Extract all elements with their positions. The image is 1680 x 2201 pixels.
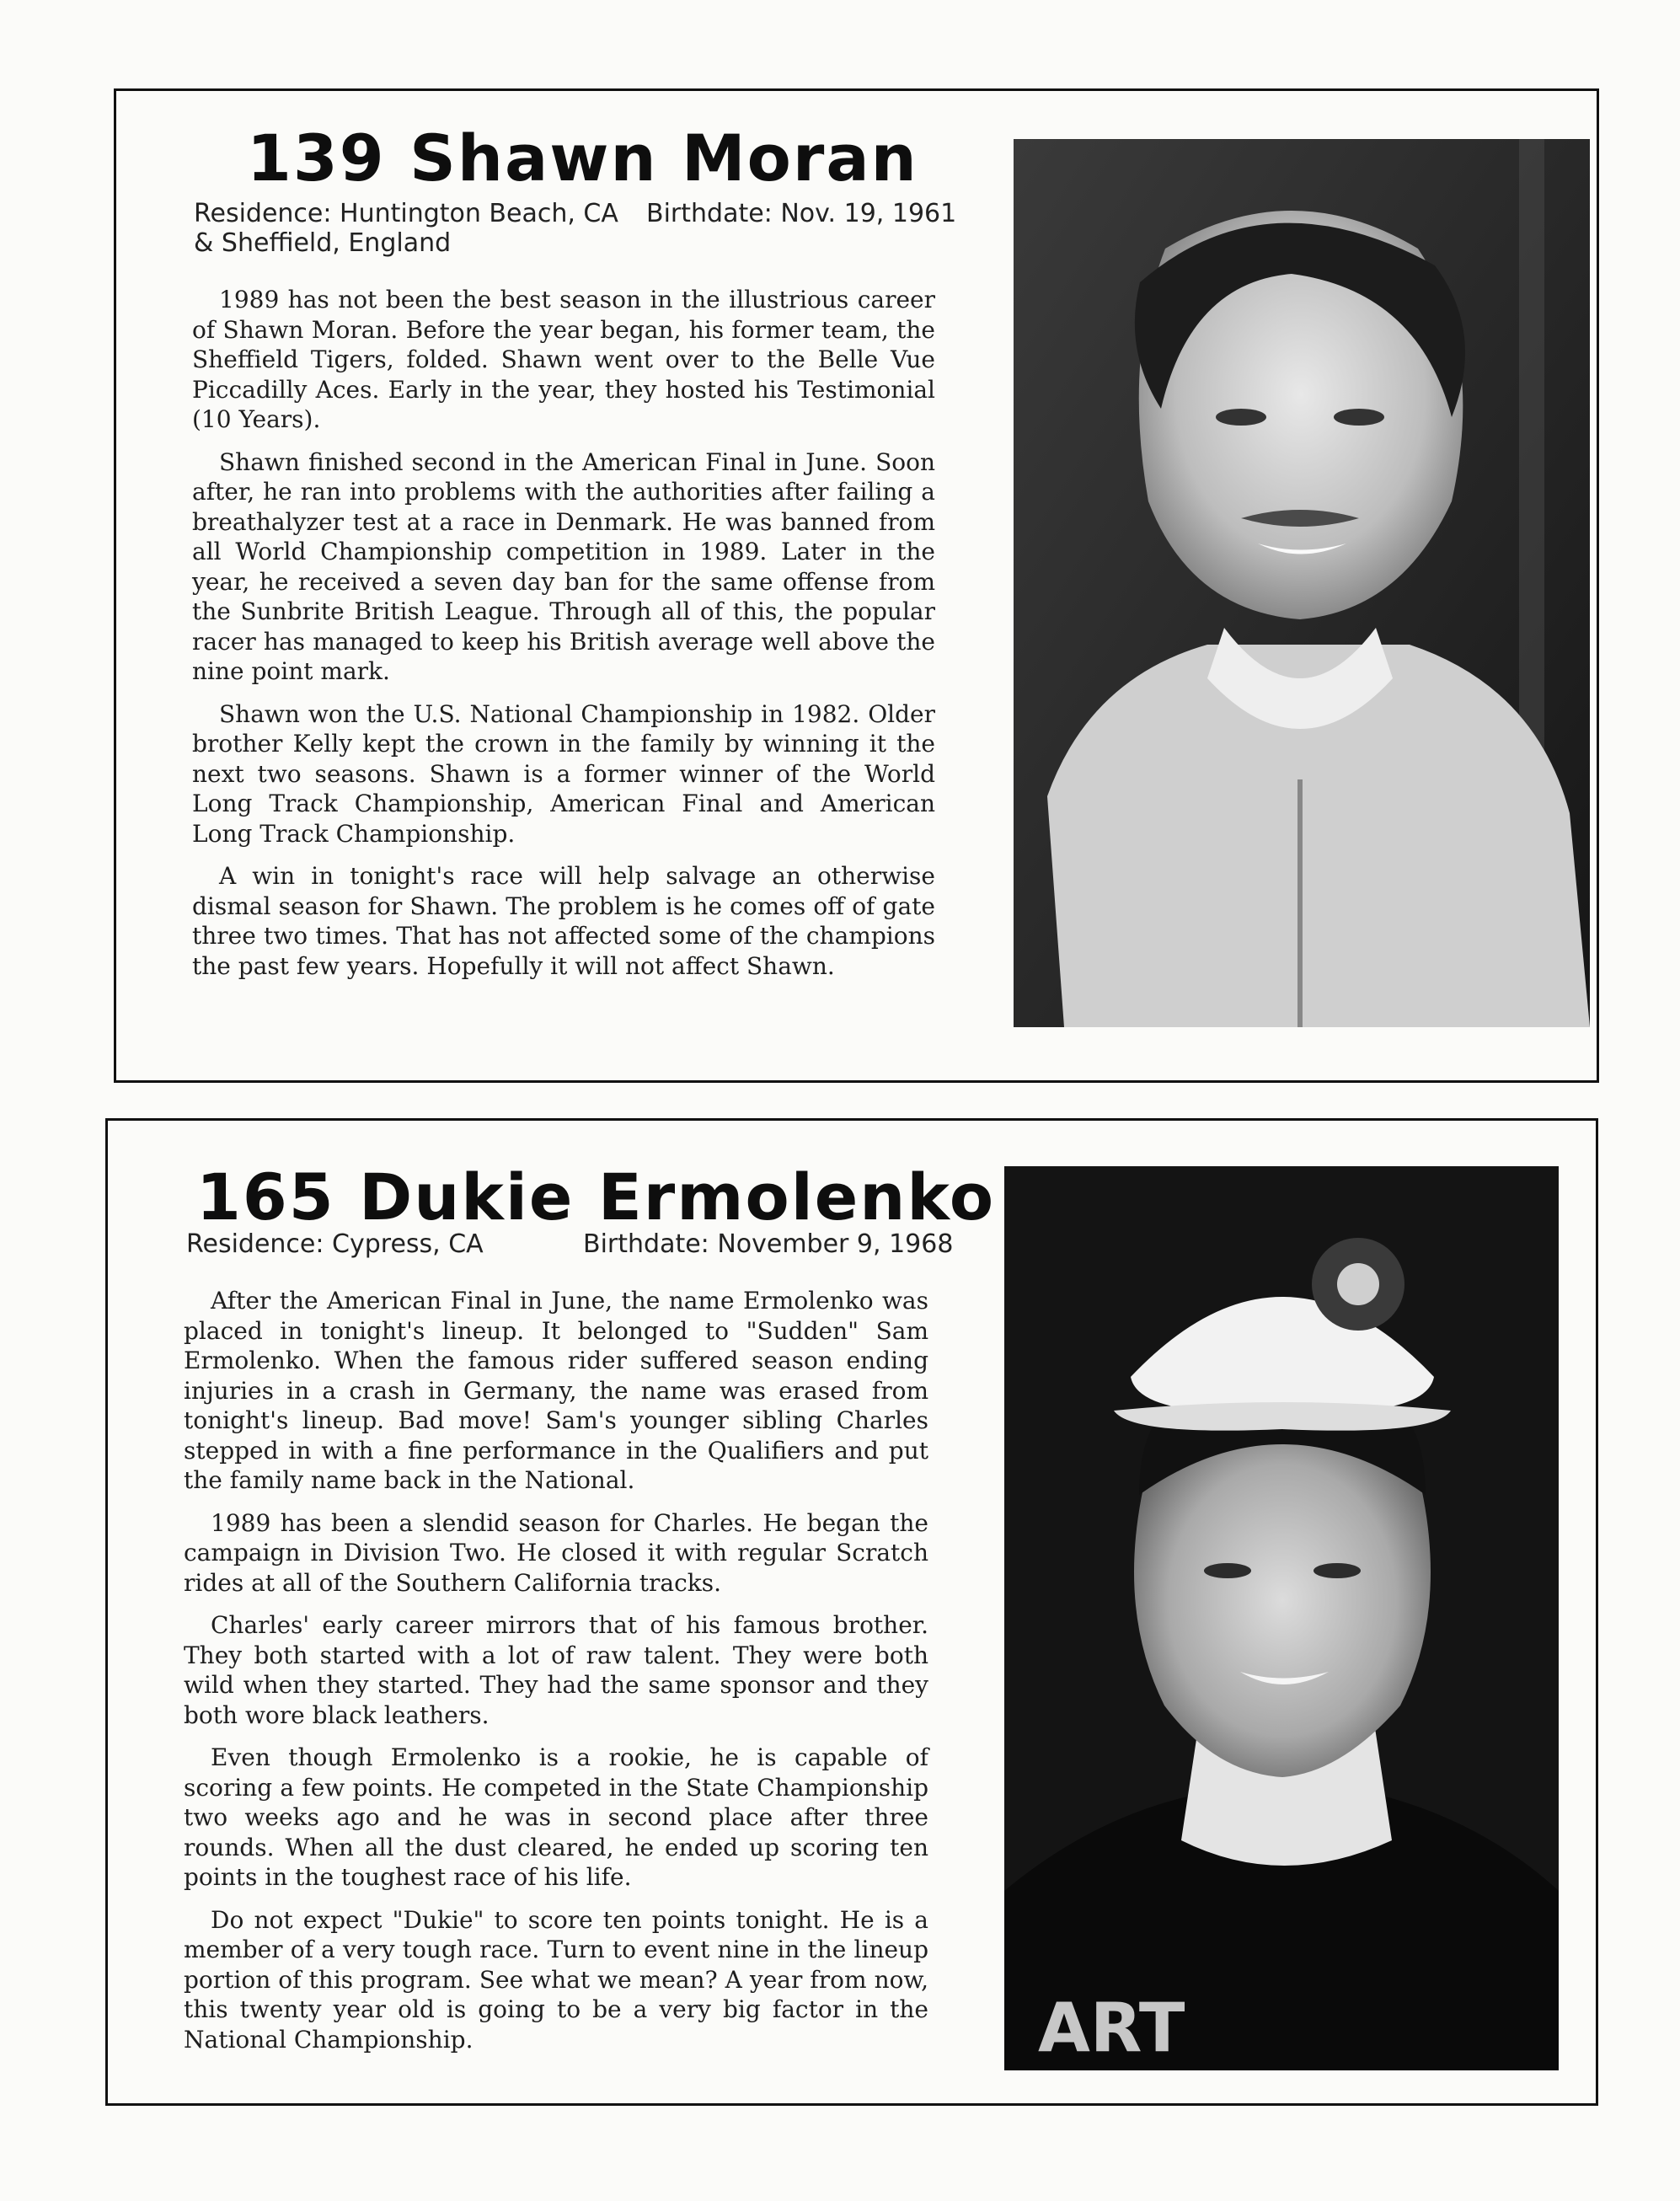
bio-paragraph: Even though Ermolenko is a rookie, he is capable of scoring a few points. He competed in the State Championship two weeks ago and he was in second place after three rounds. When all the dust cleared, he ended up scoring ten points in the toughest race of his life.	[184, 1743, 928, 1891]
bio-paragraph: Do not expect "Dukie" to score ten points tonight. He is a member of a very tough race. Turn to event nine in the lineup portion of this program. See what we mean? A year from now, this twenty year old is going to be a very big factor in the National Championship.	[184, 1905, 928, 2054]
svg-text:ART: ART	[1038, 1989, 1185, 2067]
rider-photo	[1004, 1166, 1559, 2070]
bio-paragraph: 1989 has not been the best season in the illustrious career of Shawn Moran. Before the year began, his former team, the Sheffield Tigers, folded. Shawn went over to the Belle Vue Piccadilly Aces. Early in the year, they hosted his Testimonial (10 Years).	[192, 286, 935, 433]
bio-paragraph: Shawn finished second in the American Final in June. Soon after, he ran into problems with the authorities after failing a breathalyzer test at a race in Denmark. He was banned from all World Championship competition in 1989. Later in the year, he received a seven day ban for the same offense from the Sunbrite British League. Through all of this, the popular racer has managed to keep his British average well above the nine point mark.	[192, 447, 935, 685]
rider-photo	[1014, 139, 1590, 1027]
residence-label-line2: & Sheffield, England	[194, 228, 452, 258]
bio-paragraph: Shawn won the U.S. National Championship in 1982. Older brother Kelly kept the crown in the family by winning it the next two seasons. Shawn is a former winner of the World Long Track Championship, American Final and American Long Track Championship.	[192, 699, 935, 848]
bio-paragraph: Charles' early career mirrors that of his famous brother. They both started with a lot of raw talent. They were both wild when they started. They had the same sponsor and they both wore black leathers.	[184, 1611, 928, 1729]
residence-label: Residence: Cypress, CA	[186, 1229, 484, 1259]
bio-paragraph: 1989 has been a slendid season for Charles. He began the campaign in Division Two. He closed it with regular Scratch rides at all of the Southern California tracks.	[184, 1508, 928, 1597]
bio-paragraph: A win in tonight's race will help salvage an otherwise dismal season for Shawn. The problem is he comes off of gate three two times. That has not affected some of the champions the past few years. Hopefully it will not affect Shawn.	[192, 862, 935, 980]
birthdate-label: Birthdate: Nov. 19, 1961	[646, 199, 957, 228]
profile-title: 165 Dukie Ermolenko	[196, 1159, 996, 1234]
profile-bio	[192, 285, 935, 993]
residence-label: Residence: Huntington Beach, CA	[194, 199, 618, 228]
profile-title: 139 Shawn Moran	[247, 120, 918, 195]
profile-bio	[184, 1286, 928, 2067]
birthdate-label: Birthdate: November 9, 1968	[583, 1229, 954, 1259]
bio-paragraph: After the American Final in June, the name Ermolenko was placed in tonight's lineup. It belonged to "Sudden" Sam Ermolenko. When the famous rider suffered season ending injuries in a crash in Germany, the name was erased from tonight's lineup. Bad move! Sam's younger sibling Charles stepped in with a fine performance in the Qualifiers and put the family name back in the National.	[184, 1287, 928, 1494]
